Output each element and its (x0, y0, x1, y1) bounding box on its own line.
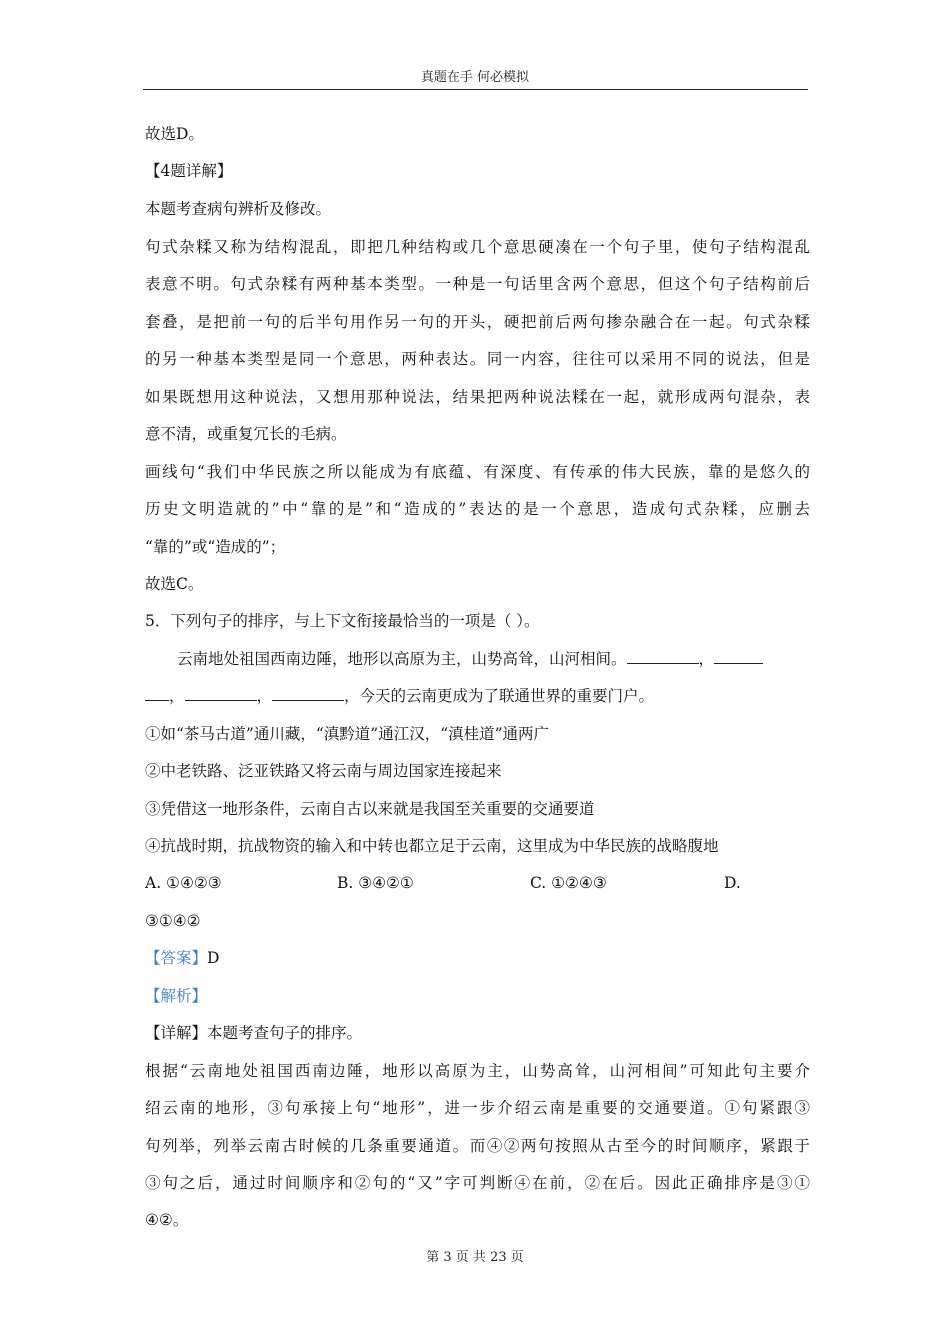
q5-passage-line1 (177, 648, 810, 670)
q4-para-line: 如果既想用这种说法，又想用那种说法，结果把两种说法糅在一起，就形成两句混杂，表 (145, 388, 810, 406)
q4-para-line: 表意不明。句式杂糅有两种基本类型。一种是一句话里含两个意思，但这个句子结构前后 (145, 275, 810, 293)
fill-blank (185, 686, 257, 701)
q4-analysis-line: “靠的”或“造成的”； (145, 538, 286, 556)
q4-analysis-line: 历史文明造就的”中“靠的是”和“造成的”表达的是一个意思，造成句式杂糅，应删去 (145, 500, 810, 518)
q4-detail-heading: 【4题详解】 (145, 162, 233, 180)
q5-explanation-line: 句列举，列举云南古时候的几条重要通道。而④②两句按照从古至今的时间顺序，紧跟于 (145, 1137, 810, 1155)
q5-detail: 【详解】本题考查句子的排序。 (145, 1024, 363, 1042)
q5-passage-line2 (145, 685, 810, 707)
q5-answer (145, 947, 810, 969)
q5-separator: ， (169, 687, 185, 705)
q5-passage-end: ，今天的云南更成为了联通世界的重要门户。 (344, 687, 655, 705)
q5-explanation-line: ③句之后，通过时间顺序和②句的“又”字可判断④在前，②在后。因此正确排序是③① (145, 1174, 810, 1192)
answer-label: 【答案】 (145, 949, 208, 967)
q5-explanation-line: ④②。 (145, 1211, 189, 1229)
fill-blank (714, 649, 763, 664)
q5-sentence: ③凭借这一地形条件，云南自古以来就是我国至关重要的交通要道 (145, 800, 595, 818)
q4-para-line: 套叠，是把前一句的后半句用作另一句的开头，硬把前后两句掺杂融合在一起。句式杂糅 (145, 313, 810, 331)
q4-para-line: 意不清，或重复冗长的毛病。 (145, 425, 347, 443)
q4-para-line: 句式杂糅又称为结构混乱，即把几种结构或几个意思硬凑在一个句子里，使句子结构混乱 (145, 238, 810, 256)
fill-blank (272, 686, 344, 701)
answer-value: D (207, 949, 220, 967)
option-d-value: ③①④② (145, 912, 201, 930)
q5-sentence: ④抗战时期，抗战物资的输入和中转也都立足于云南，这里成为中华民族的战略腹地 (145, 837, 719, 855)
fill-blank (145, 686, 169, 701)
q5-sentence: ①如“茶马古道”通川藏，“滇黔道”通江汉，“滇桂道”通两广 (145, 725, 550, 743)
q5-explanation-line: 绍云南的地形，③句承接上句“地形”，进一步介绍云南是重要的交通要道。①句紧跟③ (145, 1099, 810, 1117)
q5-passage-start: 云南地处祖国西南边陲，地形以高原为主，山势高耸，山河相间。 (177, 650, 627, 668)
q4-analysis-line: 画线句“我们中华民族之所以能成为有底蕴、有深度、有传承的伟大民族，靠的是悠久的 (145, 463, 810, 481)
option-d-label: D. (724, 874, 741, 892)
q5-separator: ， (256, 687, 273, 705)
q5-stem: 5．下列句子的排序，与上下文衔接最恰当的一项是（ ）。 (145, 612, 540, 630)
page-header-title: 真题在手 何必模拟 (420, 70, 530, 85)
fill-blank (627, 649, 699, 664)
q4-para-line: 的另一种基本类型是同一个意思，两种表达。同一内容，往往可以采用不同的说法，但是 (145, 350, 810, 368)
analysis-label: 【解析】 (145, 987, 208, 1005)
option-c: C. ①②④③ (530, 874, 607, 892)
q5-separator: ， (698, 650, 715, 668)
q5-explanation-line: 根据“云南地处祖国西南边陲，地形以高原为主，山势高耸，山河相间”可知此句主要介 (145, 1062, 810, 1080)
q4-conclusion: 故选D。 (145, 125, 204, 143)
page-number: 第 3 页 共 23 页 (426, 1250, 524, 1265)
option-a: A. ①④②③ (145, 874, 222, 892)
q5-sentence: ②中老铁路、泛亚铁路又将云南与周边国家连接起来 (145, 762, 502, 780)
q4-answer: 故选C。 (145, 575, 204, 593)
option-b: B. ③④②① (337, 874, 414, 892)
header-divider (143, 89, 808, 90)
q4-intro: 本题考查病句辨析及修改。 (145, 200, 332, 218)
